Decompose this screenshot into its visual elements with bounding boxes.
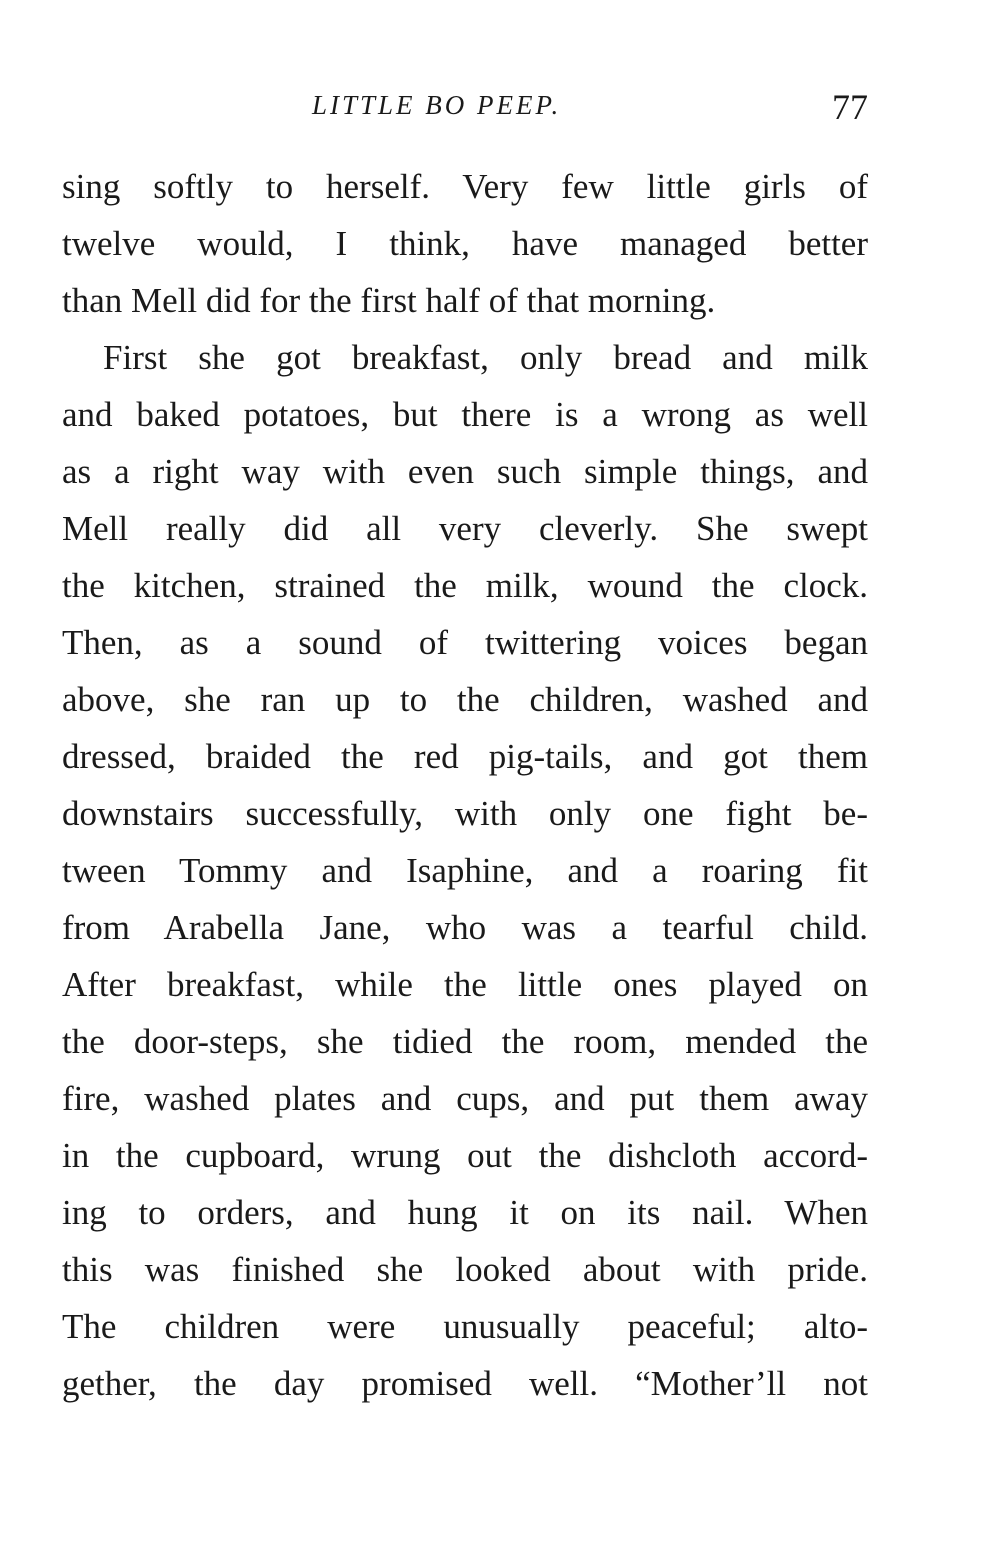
text-line: Then, as a sound of twittering voices began [62,623,868,662]
text-line: the door-steps, she tidied the room, mended the [62,1022,868,1061]
text-line: The children were unusually peaceful; alto- [62,1307,868,1346]
page-number: 77 [832,87,868,127]
text-line: the kitchen, strained the milk, wound the clock. [62,566,868,605]
text-line: in the cupboard, wrung out the dishcloth accord- [62,1136,868,1175]
text-line: above, she ran up to the children, washed and [62,680,868,719]
running-head [62,87,868,130]
text-line: this was finished she looked about with pride. [62,1250,868,1289]
text-line: twelve would, I think, have managed better [62,224,868,263]
text-line: sing softly to herself. Very few little girls of [62,167,868,206]
text-line: After breakfast, while the little ones played on [62,965,868,1004]
text-line: downstairs successfully, with only one fight be- [62,794,868,833]
text-line: dressed, braided the red pig-tails, and got them [62,737,868,776]
text-line: tween Tommy and Isaphine, and a roaring fit [62,851,868,890]
text-line: First she got breakfast, only bread and milk [103,338,868,377]
text-line: gether, the day promised well. “Mother’ll not [62,1364,868,1403]
text-line: ing to orders, and hung it on its nail. When [62,1193,868,1232]
text-line: as a right way with even such simple things, and [62,452,868,491]
running-title: LITTLE BO PEEP. [312,90,562,120]
text-line: and baked potatoes, but there is a wrong as well [62,395,868,434]
text-line: from Arabella Jane, who was a tearful child. [62,908,868,947]
text-line: Mell really did all very cleverly. She swept [62,509,868,548]
body-text [62,158,868,1412]
text-line: than Mell did for the first half of that morning. [62,281,716,320]
text-line: fire, washed plates and cups, and put them away [62,1079,868,1118]
